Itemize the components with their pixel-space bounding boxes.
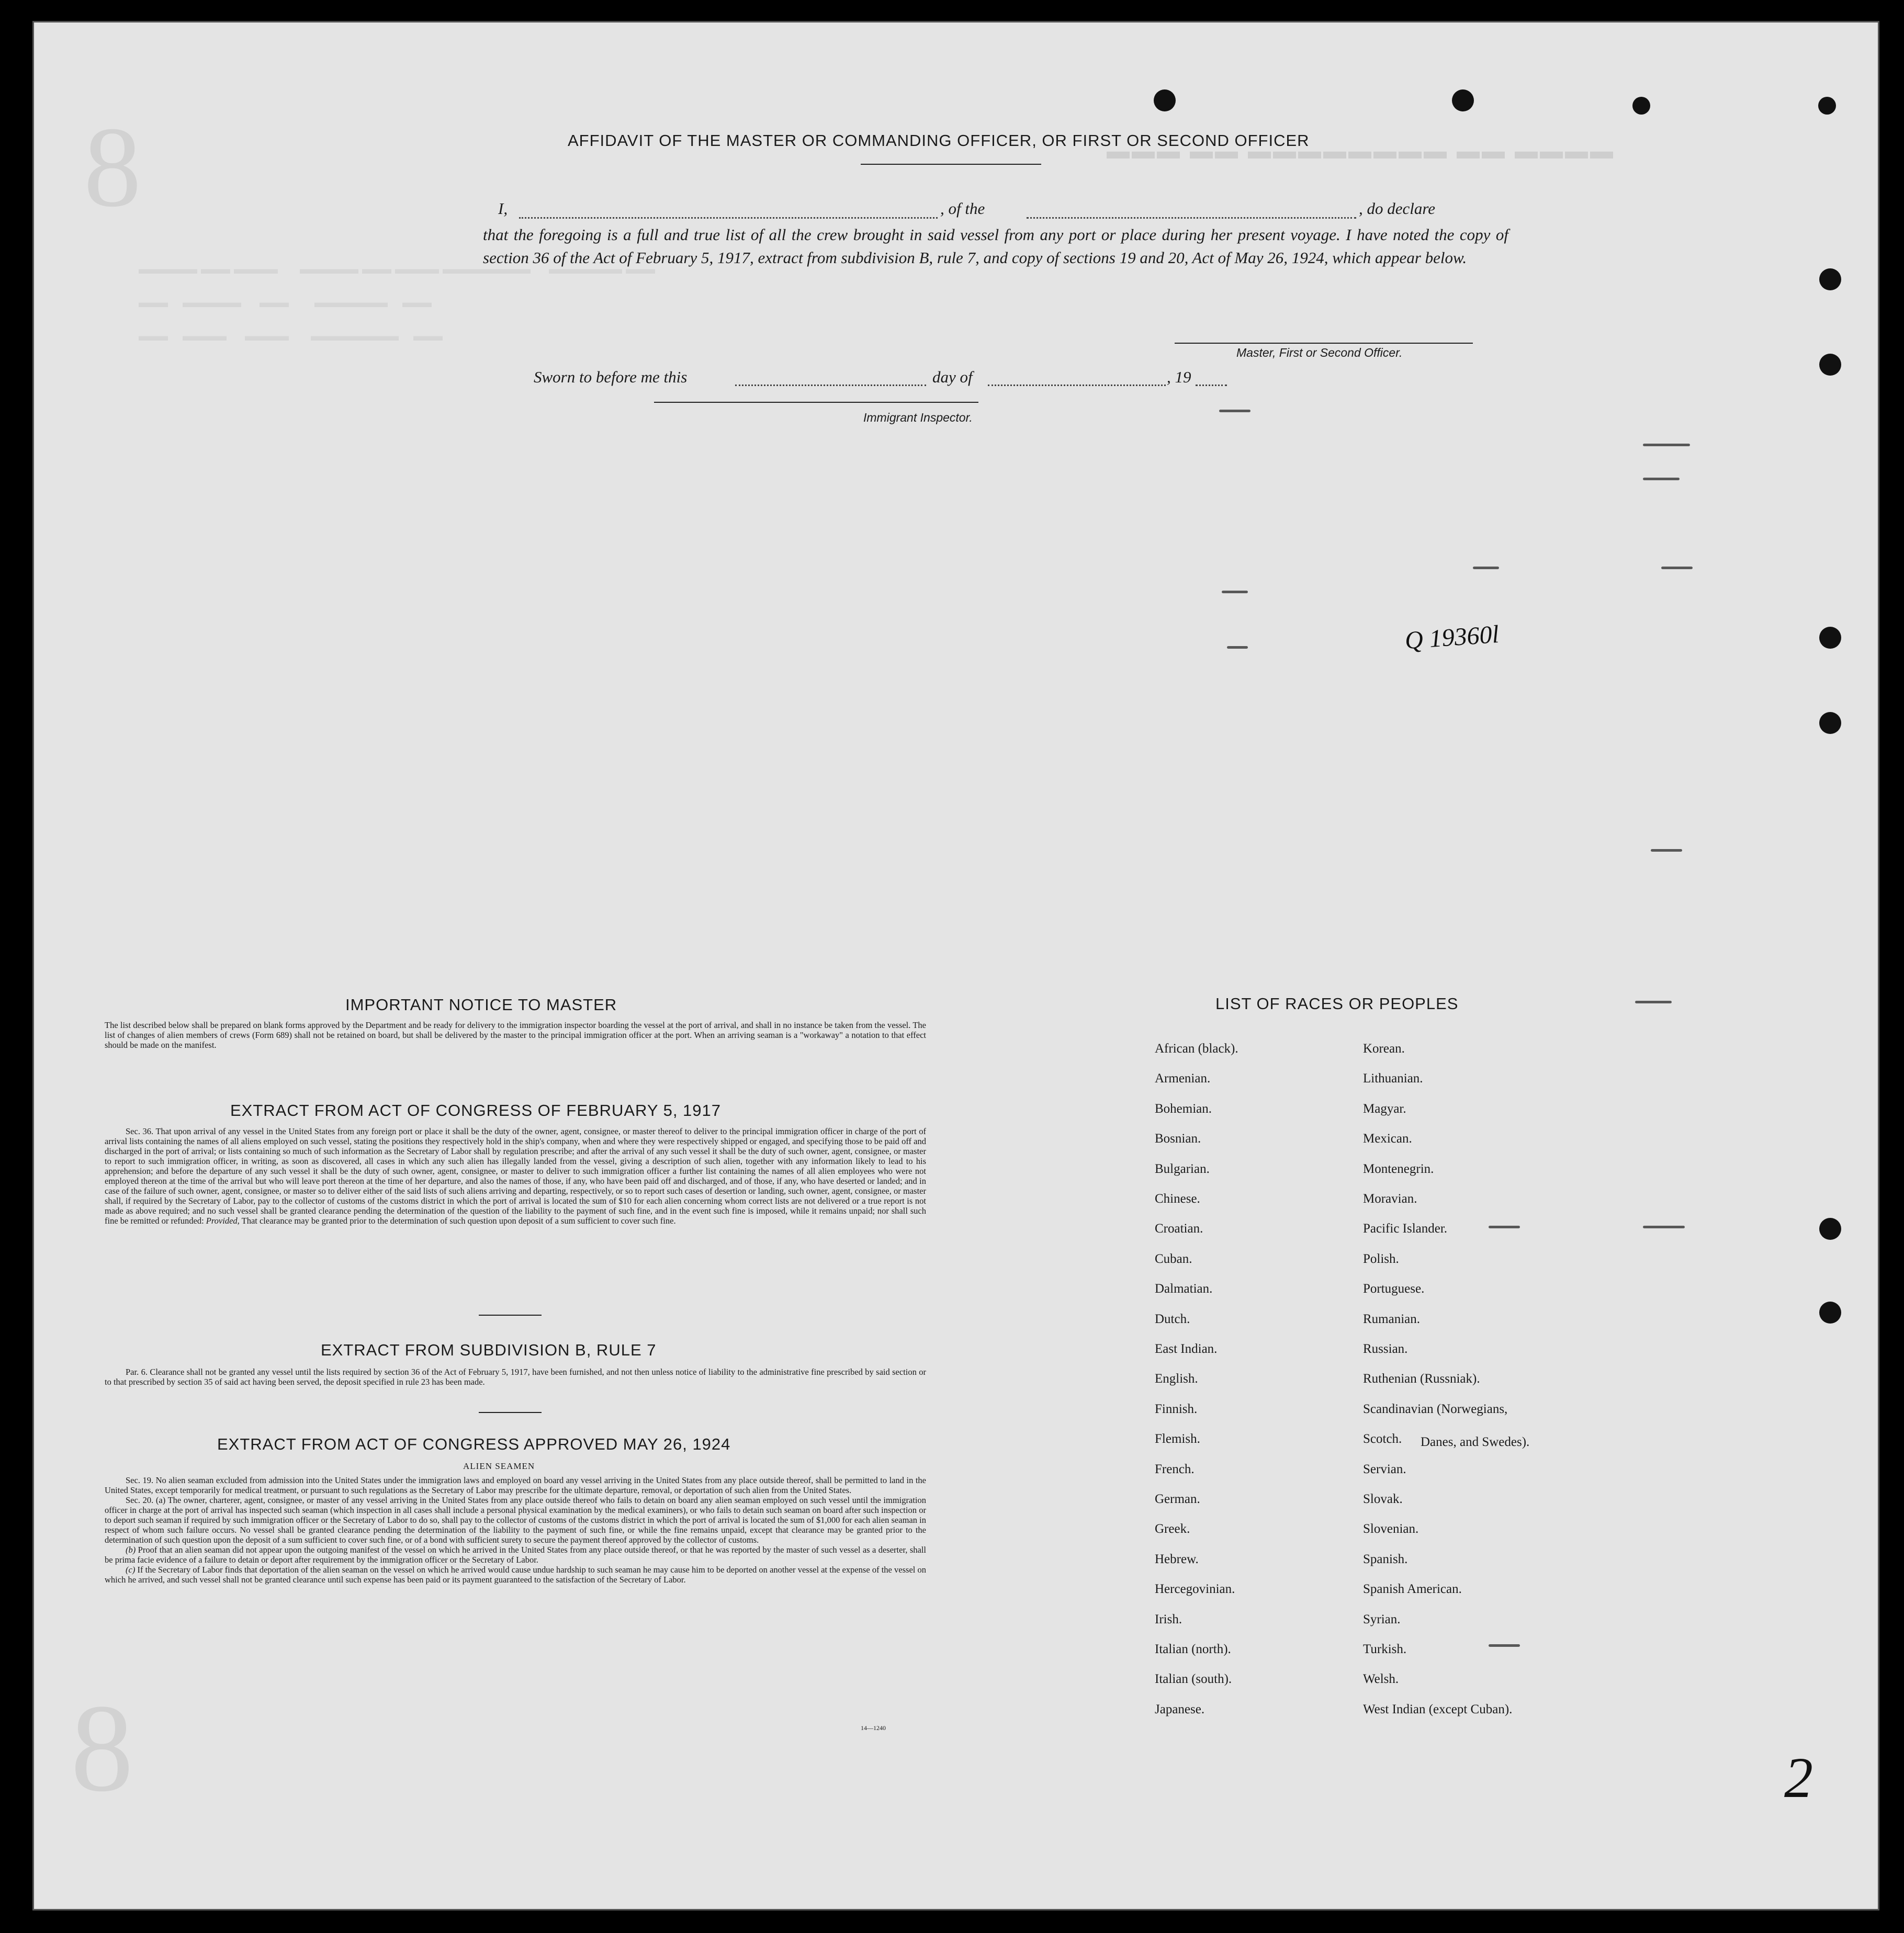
punch-hole xyxy=(1818,97,1836,115)
sec-20b-label: (b) xyxy=(126,1545,136,1555)
race-item: Bulgarian. xyxy=(1155,1161,1210,1176)
scan-smudge xyxy=(1661,567,1693,569)
race-item: Slovak. xyxy=(1363,1492,1403,1506)
race-item: Spanish American. xyxy=(1363,1582,1462,1597)
extract-rule7-text: Par. 6. Clearance shall not be granted any vessel until the lists required by section 36 of the Act of February 5, 1917, have been furnished, and not then unless notice of liability to the administrative fine prescribed by said section or to that prescribed by section 35 of said act having been served, the deposit specified in rule 23 has been made. xyxy=(105,1367,926,1387)
affidavit-body: that the foregoing is a full and true list of all the crew brought in said vessel from any port or place during her present voyage. I have noted the copy of section 36 of the Act of February 5, 1917, extract from subdivision B, rule 7, and copy of sections 19 and 20, Act of May 26, 1924, which appear below. xyxy=(483,225,1508,267)
race-item: Flemish. xyxy=(1155,1432,1200,1446)
race-item: Moravian. xyxy=(1363,1192,1417,1206)
scan-smudge xyxy=(1635,1001,1672,1003)
sworn-month-blank[interactable] xyxy=(988,385,1166,386)
bleed-through-digit-bottom: 8 xyxy=(71,1678,133,1817)
inspector-signature-line[interactable] xyxy=(654,402,978,403)
race-item: Italian (north). xyxy=(1155,1642,1231,1656)
corner-handwritten-mark: 2 xyxy=(1784,1746,1813,1810)
race-item: Portuguese. xyxy=(1363,1282,1425,1296)
race-item: Japanese. xyxy=(1155,1702,1205,1716)
extract-1917-heading: EXTRACT FROM ACT OF CONGRESS OF FEBRUARY 5, 1917 xyxy=(230,1101,722,1120)
scan-smudge xyxy=(1643,444,1690,446)
sworn-year-blank[interactable] xyxy=(1196,385,1227,386)
sec-19-body: No alien seaman excluded from admission into the United States under the immigration laws and employed on board any vessel arriving in the United States from any place outside thereof, shall be permitted to land in the United States, except temporarily for medical treatment, or pursuant to such regulations as the Secretary of Labor may prescribe for the ultimate departure, removal, or deportation of such alien from the United States. xyxy=(105,1475,926,1495)
race-item: Polish. xyxy=(1363,1251,1399,1266)
proviso-label: Provided, xyxy=(206,1216,240,1226)
sec-20a-body: The owner, charterer, agent, consignee, or master of any vessel arriving in the United States from any place outside thereof who fails to detain on board any alien seaman employed on such vessel until the immigration officer in charge at the port of arrival has inspected such seaman (which inspection in all cases shall include a personal physical examination by the medical examiners), or who fails to detain such seaman on board after such inspection or to deport such seaman if required by such immigration officer or the Secretary of Labor to do so, shall pay to the collector of customs of the customs district in which the port of arrival is located the sum of $1,000 for each alien seaman in respect of whom such failure occurs. No vessel shall be granted clearance pending the determination of the liability to the payment of such fine, or while the fine remains unpaid, except that clearance may be granted prior to the determination of such question upon the deposit of a sum sufficient to cover such fine, or of a bond with sufficient surety to secure the payment thereof approved by the collector of customs. xyxy=(105,1495,927,1545)
race-item: Slovenian. xyxy=(1363,1522,1419,1536)
year-prefix: , 19 xyxy=(1167,368,1191,386)
sec-20c-body: If the Secretary of Labor finds that deportation of the alien seaman on the vessel on which he arrived would cause undue hardship to such seaman he may cause him to be deported on another vessel at the expense of the vessel on which he arrived, and such vessel shall not be granted clearance until such expense has been paid or its payment guaranteed to the satisfaction of the Secretary of Labor. xyxy=(105,1565,927,1585)
day-of-text: day of xyxy=(932,368,973,386)
section-divider xyxy=(479,1412,542,1413)
scan-smudge xyxy=(1489,1226,1520,1228)
notice-text: The list described below shall be prepared on blank forms approved by the Department and be ready for delivery to the immigration inspector boarding the vessel at the port of arrival, and shall in no instance be taken from the vessel. The list of changes of alien members of crews (Form 689) shall not be retained on board, but shall be delivered by the master to the principal immigration officer at the port. When an arriving seaman is a "workaway" a notation to that effect should be made on the manifest. xyxy=(105,1020,926,1050)
race-item: Italian (south). xyxy=(1155,1672,1232,1687)
scan-smudge xyxy=(1489,1644,1520,1647)
race-item: German. xyxy=(1155,1492,1200,1506)
race-item: African (black). xyxy=(1155,1042,1238,1056)
race-item: Servian. xyxy=(1363,1462,1406,1476)
race-item: Syrian. xyxy=(1363,1612,1401,1626)
vessel-blank[interactable] xyxy=(1027,217,1356,219)
inspector-caption: Immigrant Inspector. xyxy=(863,411,973,424)
scan-smudge xyxy=(1222,591,1248,593)
race-item: French. xyxy=(1155,1462,1195,1476)
race-item: Hercegovinian. xyxy=(1155,1582,1235,1597)
race-item: Rumanian. xyxy=(1363,1312,1421,1326)
scan-smudge xyxy=(1643,478,1680,480)
master-caption: Master, First or Second Officer. xyxy=(1236,346,1403,359)
affidavit-declare: , do declare xyxy=(1359,199,1436,218)
sec-20a-label: Sec. 20. (a) xyxy=(126,1495,166,1505)
sec-20b-body: Proof that an alien seaman did not appear upon the outgoing manifest of the vessel on which he arrived in the United States from any place outside thereof, or that he was reported by the master of such vessel as a deserter, shall be prima facie evidence of a failure to detain or deport after requirement by the immigration officer or the Secretary of Labor. xyxy=(105,1545,927,1565)
race-item: Turkish. xyxy=(1363,1642,1407,1656)
extract-1924-text xyxy=(105,1475,926,1585)
race-item: Bohemian. xyxy=(1155,1101,1212,1116)
race-item: Armenian. xyxy=(1155,1071,1211,1086)
race-item: Mexican. xyxy=(1363,1132,1412,1146)
document-page xyxy=(32,21,1879,1911)
scan-smudge xyxy=(1651,849,1682,852)
bleed-through-text: ▬▬▬▬ ▬▬ ▬▬▬ ▬▬▬▬ ▬▬ ▬▬▬ ▬▬▬▬▬▬ ▬▬▬▬▬ ▬▬ ▬▬ ▬▬▬▬ ▬▬ ▬▬▬▬▬ ▬▬ ▬▬ ▬▬▬ ▬▬▬ ▬▬▬▬▬▬ ▬▬ xyxy=(139,261,655,344)
alien-seamen-subheading: ALIEN SEAMEN xyxy=(463,1461,535,1471)
race-item: Ruthenian (Russniak). xyxy=(1363,1372,1480,1386)
punch-hole xyxy=(1632,97,1650,115)
race-item: Lithuanian. xyxy=(1363,1071,1423,1086)
race-item: Scandinavian (Norwegians, xyxy=(1363,1401,1508,1416)
sworn-line xyxy=(534,368,1266,391)
extract-rule7-heading: EXTRACT FROM SUBDIVISION B, RULE 7 xyxy=(321,1341,657,1359)
section-36-label: Sec. 36. xyxy=(126,1126,154,1136)
sec-19-label: Sec. 19. xyxy=(126,1475,154,1485)
section-divider xyxy=(479,1315,542,1316)
race-item: Welsh. xyxy=(1363,1672,1399,1687)
race-item: West Indian (except Cuban). xyxy=(1363,1702,1513,1716)
scan-smudge xyxy=(1473,567,1499,569)
race-item: Hebrew. xyxy=(1155,1552,1199,1566)
races-heading: LIST OF RACES OR PEOPLES xyxy=(1215,994,1459,1013)
punch-hole xyxy=(1819,1218,1841,1240)
scan-smudge xyxy=(1227,646,1248,649)
form-number: 14—1240 xyxy=(861,1724,886,1732)
punch-hole xyxy=(1819,354,1841,376)
race-item-continuation: Danes, and Swedes). xyxy=(1421,1435,1530,1449)
master-signature-line[interactable] xyxy=(1175,343,1473,344)
affidavit-of-the: , of the xyxy=(940,199,985,218)
race-item: Dalmatian. xyxy=(1155,1282,1213,1296)
affidavit-heading: AFFIDAVIT OF THE MASTER OR COMMANDING OFFICER, OR FIRST OR SECOND OFFICER xyxy=(568,131,1310,150)
proviso-text: That clearance may be granted prior to the determination of such question upon deposit of a sum sufficient to cover such fine. xyxy=(241,1216,676,1226)
race-item: Dutch. xyxy=(1155,1312,1190,1326)
bleed-through-heading: ▬▬▬ ▬▬ ▬▬▬▬▬▬▬▬ ▬▬ ▬▬▬▬ xyxy=(1107,138,1615,164)
race-item: Irish. xyxy=(1155,1612,1182,1626)
race-item: Pacific Islander. xyxy=(1363,1222,1448,1236)
heading-underline xyxy=(861,164,1041,165)
race-item: Cuban. xyxy=(1155,1251,1192,1266)
sworn-text: Sworn to before me this xyxy=(534,368,688,386)
race-item: Spanish. xyxy=(1363,1552,1408,1566)
scan-smudge xyxy=(1643,1226,1685,1228)
name-blank[interactable] xyxy=(519,217,938,219)
race-item: Croatian. xyxy=(1155,1222,1203,1236)
sworn-day-blank[interactable] xyxy=(735,385,926,386)
extract-1924-heading: EXTRACT FROM ACT OF CONGRESS APPROVED MAY 26, 1924 xyxy=(217,1435,731,1453)
bleed-through-digit-top: 8 xyxy=(84,103,141,231)
punch-hole xyxy=(1154,89,1176,111)
race-item: East Indian. xyxy=(1155,1342,1218,1356)
scan-smudge xyxy=(1219,410,1250,412)
section-36-body: That upon arrival of any vessel in the United States from any foreign port or place it shall be the duty of the owner, agent, consignee, or master thereof to deliver to the principal immigration officer in charge of the port of arrival lists containing the names of all aliens employed on such vessel, stating the positions they respectively hold in the ship's company, when and where they were respectively shipped or engaged, and specifying those to be paid off and discharged in the port of arrival; or lists containing so much of such information as the Secretary of Labor shall by regulation prescribe; and after the arrival of any such vessel it shall be the duty of such owner, agent, consignee, or master to report to such immigration officer, in writing, as soon as discovered, all cases in which any such alien has illegally landed from the vessel, giving a description of such alien, together with any information likely to lead to his apprehension; and before the departure of any such vessel it shall be the duty of such owner, agent, consignee, or master to deliver to such immigration officer a further list containing the names of all alien employees who were not employed thereon at the time of the arrival but who will leave port thereon at the time of her departure, and also the names of those, if any, who have been paid off and discharged, and of those, if any, who have deserted or landed; and in case of the failure of such owner, agent, consignee, or master so to deliver either of the said lists of such aliens arriving and departing, respectively, or so to report such cases of desertion or landing, such owner, agent, consignee, or master shall, if required by the Secretary of Labor, pay to the collector of customs of the customs district in which the port of arrival is located the sum of $10 for each alien concerning whom correct lists are not delivered or a true report is not made as above required; and no such vessel shall be granted clearance pending the determination of the question of the liability to the payment of such fine, and in the event such fine is imposed, while it remains unpaid; nor shall such fine be remitted or refunded: xyxy=(105,1126,926,1226)
race-item: Bosnian. xyxy=(1155,1132,1201,1146)
race-item: Chinese. xyxy=(1155,1192,1200,1206)
race-item: English. xyxy=(1155,1372,1198,1386)
affidavit-i: I, xyxy=(498,199,508,218)
race-item: Montenegrin. xyxy=(1363,1161,1434,1176)
sec-20c-label: (c) xyxy=(126,1565,136,1575)
race-item: Russian. xyxy=(1363,1342,1408,1356)
race-item: Korean. xyxy=(1363,1042,1405,1056)
punch-hole xyxy=(1819,712,1841,734)
race-item: Magyar. xyxy=(1363,1101,1406,1116)
punch-hole xyxy=(1819,268,1841,290)
race-item: Greek. xyxy=(1155,1522,1190,1536)
punch-hole xyxy=(1452,89,1474,111)
punch-hole xyxy=(1819,627,1841,649)
race-item: Finnish. xyxy=(1155,1401,1198,1416)
notice-heading: IMPORTANT NOTICE TO MASTER xyxy=(345,996,617,1014)
race-item: Scotch. xyxy=(1363,1432,1402,1446)
affidavit-line-1 xyxy=(498,199,1492,222)
punch-hole xyxy=(1819,1302,1841,1324)
extract-1917-text xyxy=(105,1126,926,1226)
handwritten-number: Q 19360l xyxy=(1404,620,1500,655)
